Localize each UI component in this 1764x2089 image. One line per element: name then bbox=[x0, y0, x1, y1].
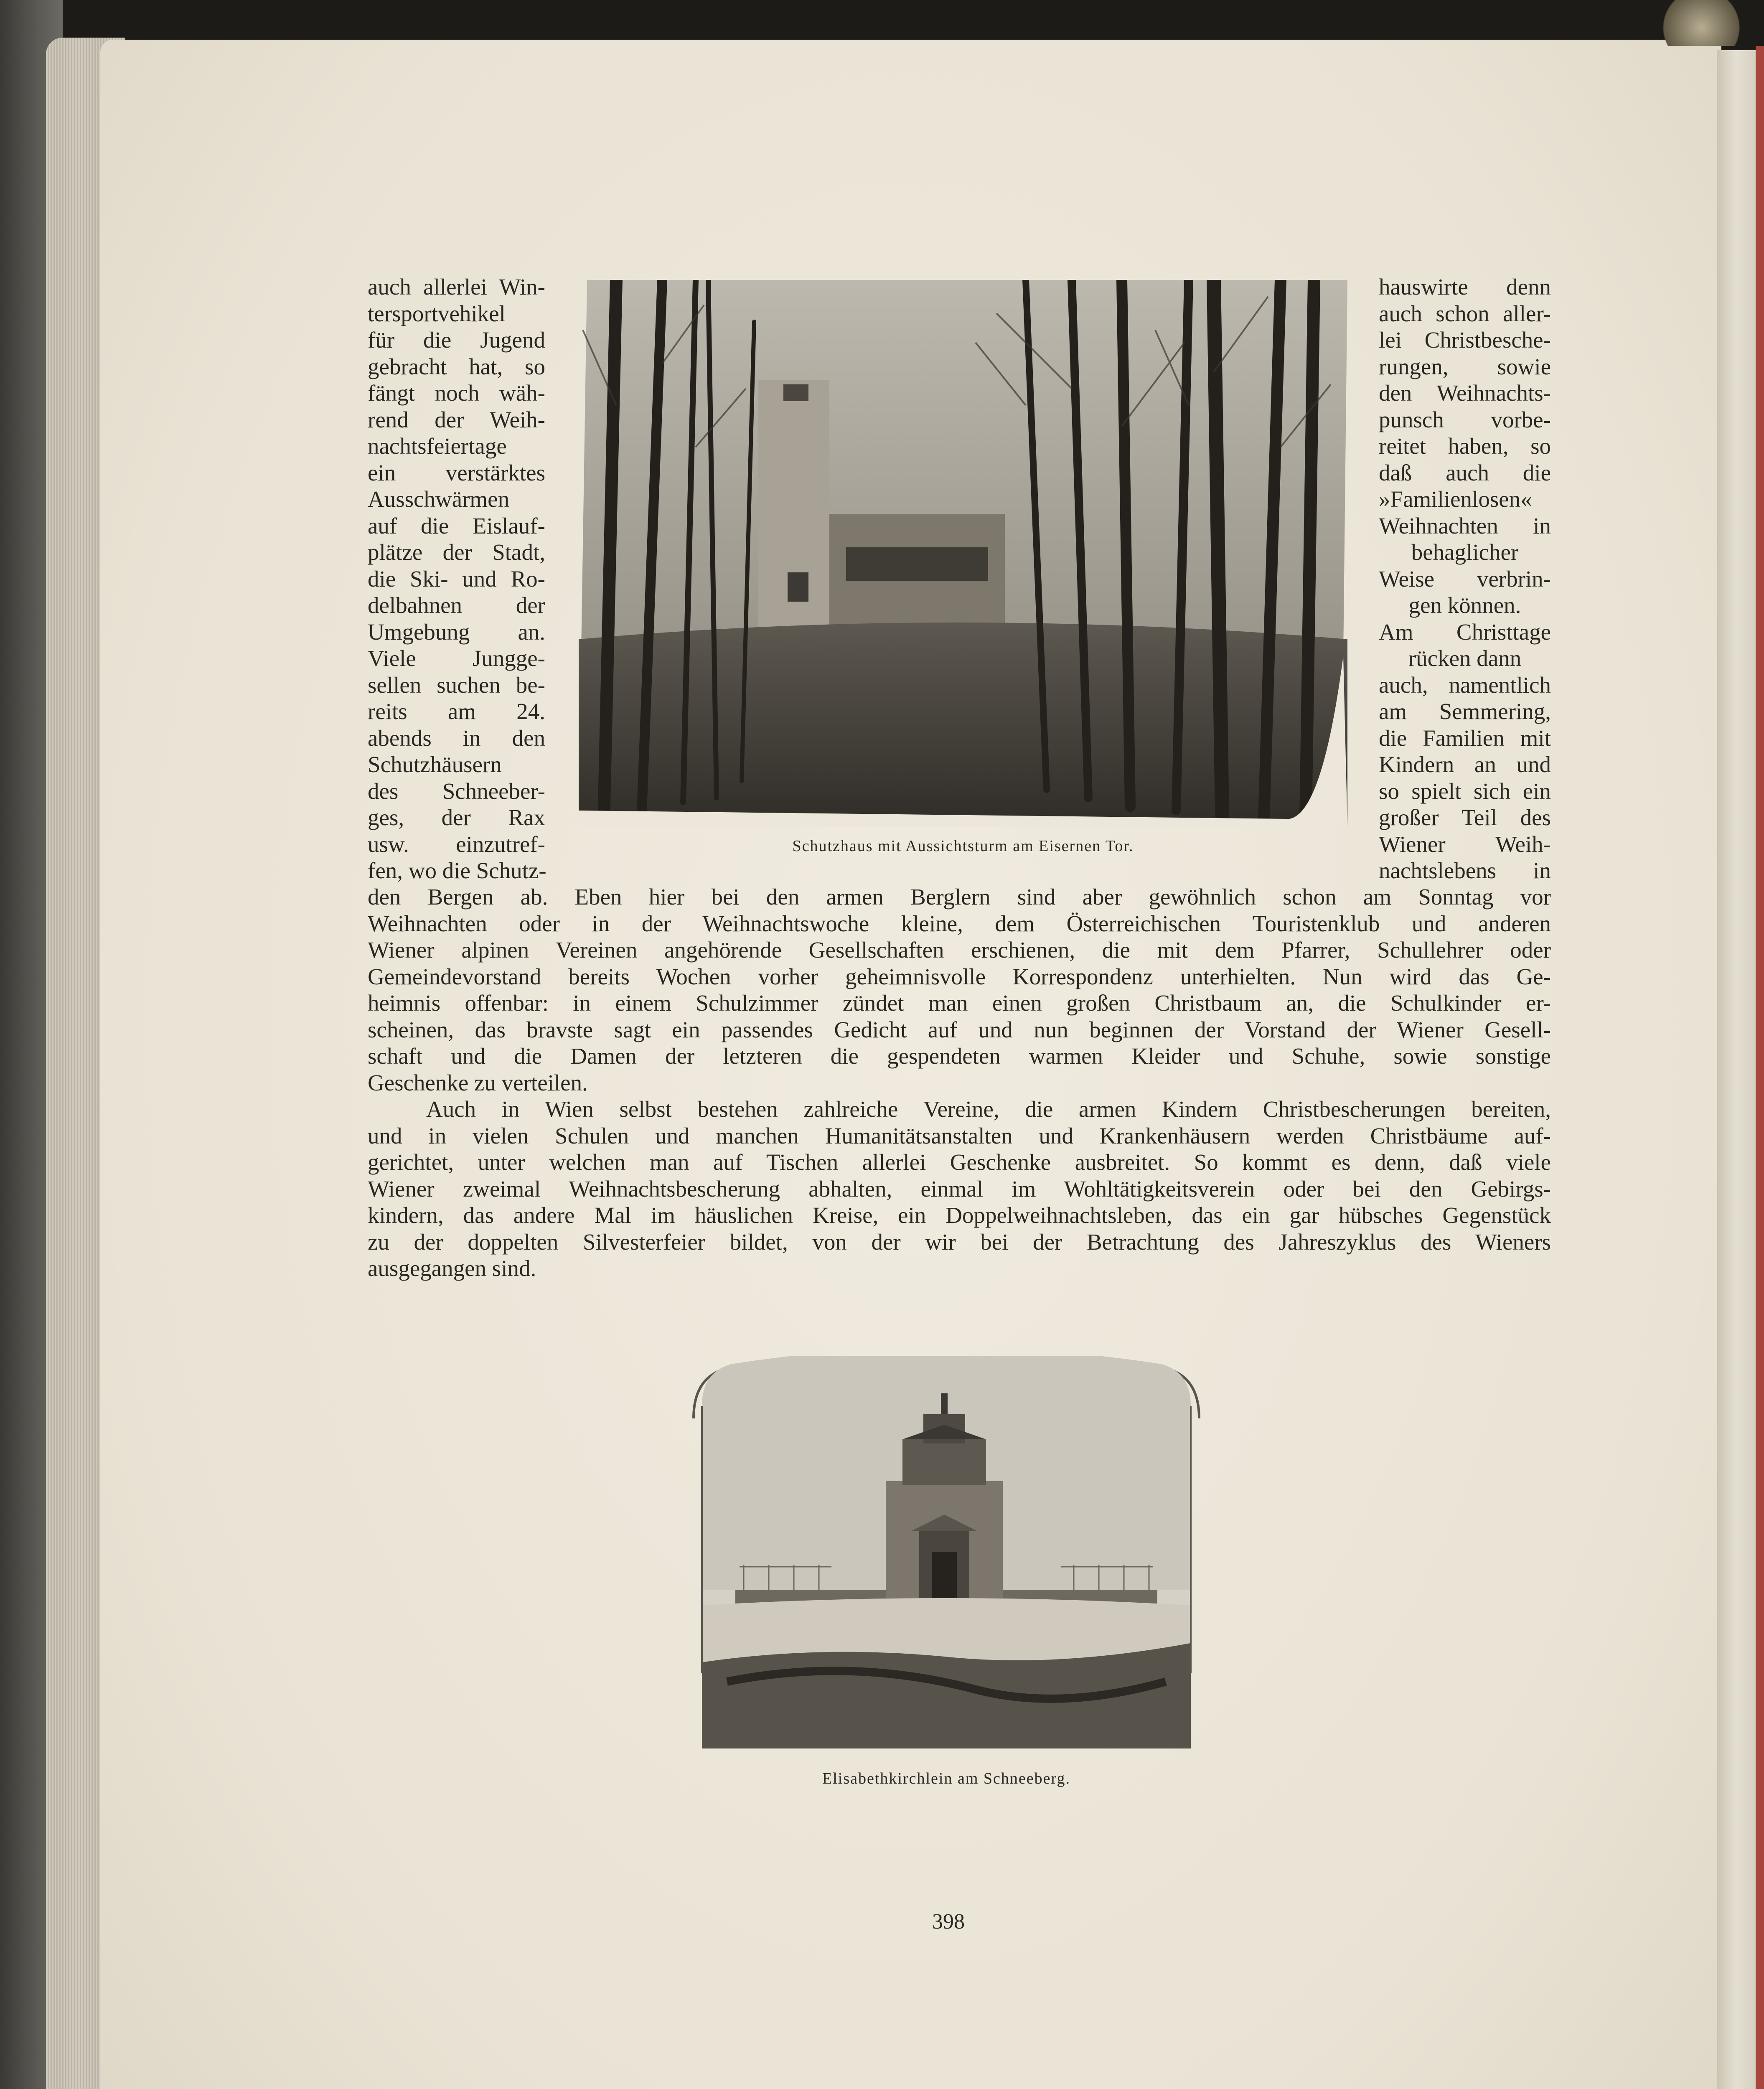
text-line: zu der doppelten Silvesterfeier bildet, von der wir bei der Betrachtung des Jahreszyklus des Wieners bbox=[368, 1229, 1551, 1255]
text-line: Ausschwärmen bbox=[368, 486, 510, 512]
paragraph-1 bbox=[368, 884, 1551, 1096]
text-line: abends in den bbox=[368, 725, 545, 751]
text-line: punsch vorbe- bbox=[1379, 407, 1551, 432]
text-line: für die Jugend bbox=[368, 327, 545, 353]
text-line: fängt noch wäh- bbox=[368, 380, 545, 406]
text-line: reits am 24. bbox=[368, 699, 545, 724]
text-line: und in vielen Schulen und manchen Humanitätsanstalten und Krankenhäusern werden Christbäume auf- bbox=[368, 1123, 1551, 1149]
text-line: ausgegangen sind. bbox=[368, 1255, 536, 1281]
text-line: delbahnen der bbox=[368, 592, 545, 618]
text-line: nachtslebens in bbox=[1379, 858, 1551, 883]
text-line: Geschenke zu verteilen. bbox=[368, 1070, 588, 1095]
cover-edge bbox=[1756, 46, 1764, 2089]
paragraph-2 bbox=[368, 1096, 1551, 1282]
text-line: »Familienlosen« bbox=[1379, 486, 1532, 512]
text-line: scheinen, das bravste sagt ein passendes Gedicht auf und nun beginnen der Vorstand der Wiener Gesell- bbox=[368, 1017, 1551, 1042]
text-line: Schutzhäusern bbox=[368, 752, 502, 777]
text-line: rungen, sowie bbox=[1379, 353, 1551, 379]
text-line: fen, wo die Schutz- bbox=[368, 858, 546, 883]
text-line: reitet haben, so bbox=[1379, 433, 1551, 459]
text-line: daß auch die bbox=[1379, 460, 1551, 485]
text-line: lei Christbesche- bbox=[1379, 327, 1551, 353]
text-line: nachtsfeiertage bbox=[368, 433, 507, 459]
photo-caption: Elisabethkirchlein am Schneeberg. bbox=[822, 1770, 1070, 1787]
text-line: schaft und die Damen der letzteren die gespendeten warmen Kleider und Schuhe, sowie sonstige bbox=[368, 1043, 1551, 1069]
text-line: Am Christtage bbox=[1379, 619, 1551, 645]
photo-schutzhaus bbox=[579, 280, 1347, 827]
text-line: die Ski- und Ro- bbox=[368, 566, 545, 592]
left-column bbox=[368, 274, 545, 884]
photo-caption: Schutzhaus mit Aussichtsturm am Eisernen Tor. bbox=[792, 837, 1134, 855]
text-line: kindern, das andere Mal im häuslichen Kreise, ein Doppelweihnachtsleben, das ein gar hübsches Gegenstück bbox=[368, 1202, 1551, 1228]
text-line: auf die Eislauf- bbox=[368, 513, 545, 539]
text-line: hauswirte denn bbox=[1379, 274, 1551, 300]
text-line: usw. einzutref- bbox=[368, 831, 545, 857]
text-line: Wiener alpinen Vereinen angehörende Gesellschaften erschienen, die mit dem Pfarrer, Schullehrer oder bbox=[368, 937, 1551, 963]
text-line: ein verstärktes bbox=[368, 460, 545, 485]
right-column bbox=[1379, 274, 1551, 884]
text-line: gen können. bbox=[1408, 592, 1521, 618]
text-line: plätze der Stadt, bbox=[368, 539, 545, 565]
text-line: Auch in Wien selbst bestehen zahlreiche Vereine, die armen Kindern Christbescherungen bereiten, bbox=[426, 1096, 1551, 1122]
text-line: Wiener zweimal Weihnachtsbescherung abhalten, einmal im Wohltätigkeitsverein oder bei den Gebirgs- bbox=[368, 1176, 1551, 1202]
text-line: den Weihnachts- bbox=[1379, 380, 1551, 406]
text-line: Weise verbrin- bbox=[1379, 566, 1551, 592]
text-line: am Semmering, bbox=[1379, 699, 1551, 724]
text-line: Gemeindevorstand bereits Wochen vorher geheimnisvolle Korrespondenz unterhielten. Nun wird das Ge- bbox=[368, 963, 1551, 989]
text-line: gebracht hat, so bbox=[368, 353, 545, 379]
text-line: sellen suchen be- bbox=[368, 672, 545, 698]
text-line: ges, der Rax bbox=[368, 805, 545, 830]
binding-tuft bbox=[1655, 0, 1747, 46]
text-line: Wiener Weih- bbox=[1379, 831, 1551, 857]
text-line: rend der Weih- bbox=[368, 407, 545, 432]
photo-elisabethkirchlein bbox=[685, 1356, 1207, 1748]
text-line: den Bergen ab. Eben hier bei den armen Berglern sind aber gewöhnlich schon am Sonntag vor bbox=[368, 884, 1551, 910]
text-line: so spielt sich ein bbox=[1379, 778, 1551, 804]
text-line: tersportvehikel bbox=[368, 300, 506, 326]
text-line: auch, namentlich bbox=[1379, 672, 1551, 698]
page-number: 398 bbox=[932, 1910, 965, 1934]
text-line: behaglicher bbox=[1411, 539, 1519, 565]
text-line: Weihnachten in bbox=[1379, 513, 1551, 539]
text-line: des Schneeber- bbox=[368, 778, 545, 804]
text-line: gerichtet, unter welchen man auf Tischen allerlei Geschenke ausbreitet. So kommt es denn, daß viele bbox=[368, 1149, 1551, 1175]
text-line: die Familien mit bbox=[1379, 725, 1551, 751]
text-line: rücken dann bbox=[1408, 646, 1522, 671]
text-line: auch schon aller- bbox=[1379, 300, 1551, 326]
text-line: Umgebung an. bbox=[368, 619, 545, 645]
text-line: großer Teil des bbox=[1379, 805, 1551, 830]
text-line: Weihnachten oder in der Weihnachtswoche kleine, dem Österreichischen Touristenklub und anderen bbox=[368, 910, 1551, 936]
text-line: auch allerlei Win- bbox=[368, 274, 545, 300]
text-line: heimnis offenbar: in einem Schulzimmer zündet man einen großen Christbaum an, die Schulkinder er- bbox=[368, 990, 1551, 1016]
text-line: Viele Jungge- bbox=[368, 646, 545, 671]
text-line: Kindern an und bbox=[1379, 752, 1551, 777]
